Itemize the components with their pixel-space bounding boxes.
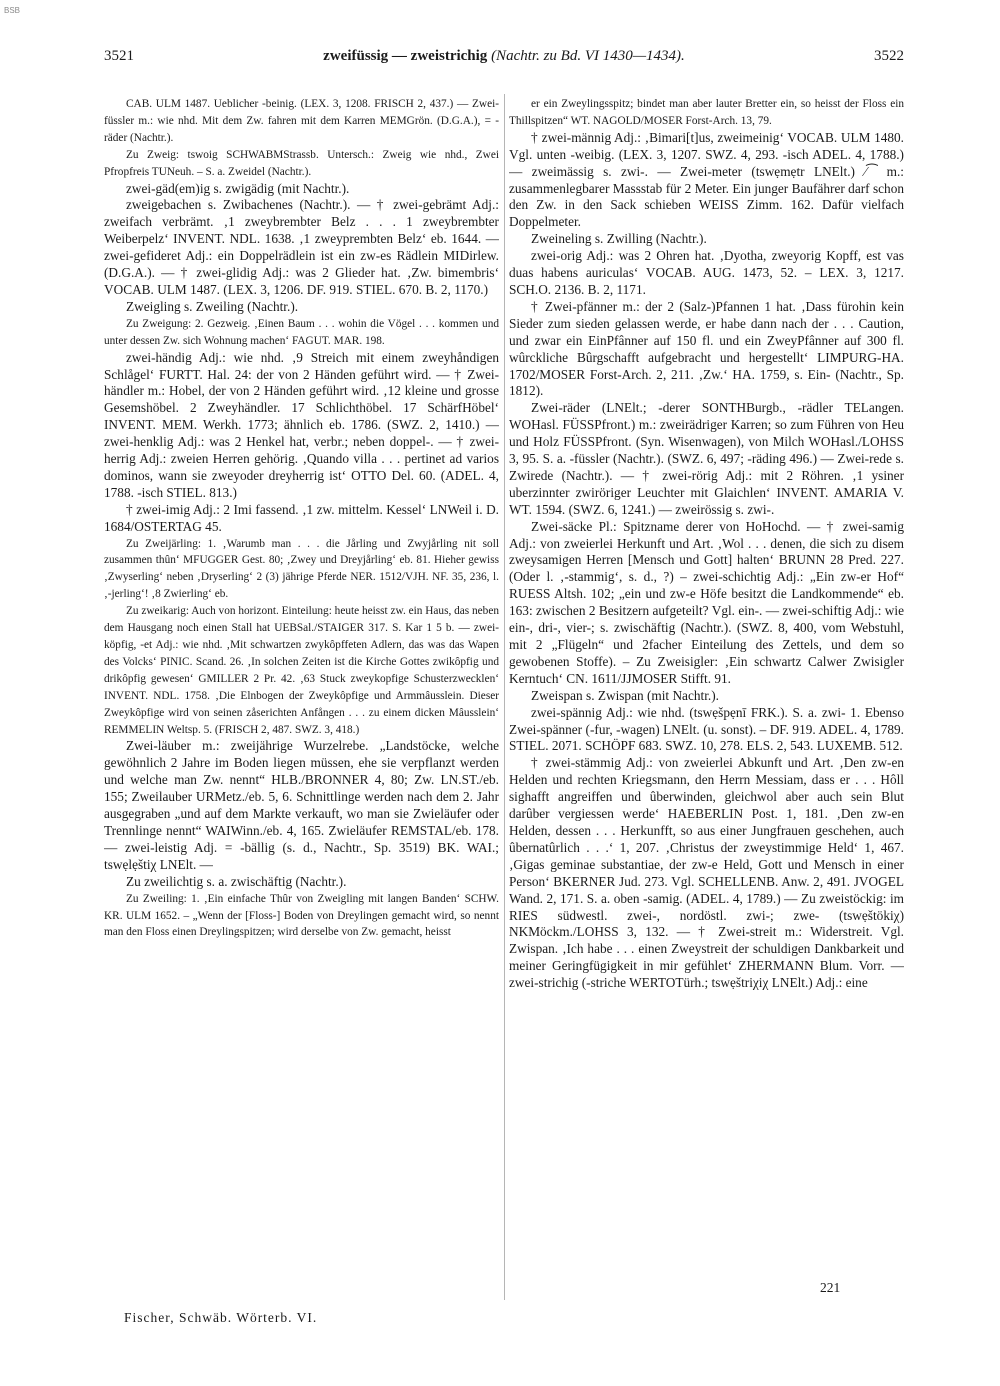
dictionary-entry: † zwei-stämmig Adj.: von zweierlei Abkunft und Art. ‚Den zw-en Helden und rechten Kriegsmann, den Herrn Messiam, dass er . . . Hôll sighafft angreiffen und ûberwinden, gleichwol aber auch sein Blut darûber vergiessen werde‘ HAEBERLIN Post. 1, 181. ‚Den zw-en Helden, dessen . . . Herkunfft, so aus einer Jungfrauen geschehen, auch ûbernatûrlich . . .‘ 1, 207. ‚Christus der zweystimmige Held‘ 1, 467. ‚Gigas geminae substantiae, der zw-e Held, Gott und Mensch in einer Person‘ BKERNER Jud. 273. Vgl. SCHELLENB. Anw. 2, 491. JVOGEL Wand. 2, 171. S. a. oben -samig. (ADEL. 4, 1789.) — Zu zweistöckig: im RIES südwestl. zwei-, nordöstl. zwi-; zwe- (tswẹštökiχ) NKMöckm./LOHSS 3, 132. — † Zwei-streit m.: Widerstreit. Vgl. Zwispan. ‚Ich habe . . . einen Zweystreit der schuldigen Dankbarkeit und meiner Geringfügigkeit in mir gefühlet‘ ZHERMANN Blum. Vorr. — zwei-strichig (-striche WERTOTürh.; tswẹštriχiχ LNElt.) Adj.: eine [509,755,904,991]
printer-signature: Fischer, Schwäb. Wörterb. VI. [124,1310,318,1325]
dictionary-entry: zwei-händig Adj.: wie nhd. ‚9 Streich mit einem zweyhåndigen Schlågel‘ FURTT. Hal. 24: der von 2 Händen geführt wird. — † Zwei-händler m.: Hobel, der von 2 Händen geführt wird. ‚12 kleine und grosse Gesemshöbel. 2 Zweyhändler. 17 Schlichthöbel. 17 SchärfHöbel‘ INVENT. MEM. Werkh. 1773; ähnlich eb. 1786. (SWZ. 2, 1410.) — zwei-henklig Adj.: was 2 Henkel hat, verbr.; neben doppel-. — † zwei-herrig Adj.: zweien Herren gehörig. ‚Quando villa . . . pertinet ad varios dominos, wann sie zweyoder dreyherrig ist‘ OTTO Del. 60. (ADEL. 4, 1788. -isch STIEL. 813.) [104,349,499,500]
dictionary-entry: Zwei-läuber m.: zweijährige Wurzelrebe. „Landstöcke, welche gewöhnlich 2 Jahre im Boden liegen müssen, ehe sie verpflanzt werden und welche man Zw. nennt“ HLB./BRONNER 4, 80; Zw. LN.ST./eb. 155; Zweilauber URMetz./eb. 5, 6. Schnittlinge werden nach dem 2. Jahr ausgegraben „und auf dem Markte verkauft, wo man sie Zwieläufer oder Trennlinge nennt“ WAIWinn./eb. 4, 165. Zwieläufer REMSTAL/eb. 178. — zwei-leistig Adj. = -bällig (s. d., Nachtr., Sp. 3519) BK. WAI.; tswẹlẹštiχ LNElt. — [104,738,499,872]
running-title [104,48,904,65]
dictionary-entry: Zu Zweijärling: 1. ‚Warumb man . . . die Jårling und Zwyjårling nit soll zusammen thûn‘ MFUGGER Gest. 80; ‚Zwey und Dreyjårling‘ eb. 81. Hieher gewiss ‚Zwyserling‘ neben ‚Dryserling‘ 2 (3) jährige Pferde NER. 1512/VJH. NF. 35, 236, l. ‚-jerling‘! ‚8 Zwierling‘ eb. [104,537,499,601]
dictionary-entry: Zu Zweig: tswoig SCHWABMStrassb. Untersch.: Zweig wie nhd., Zwei Pfropfreis TUNeuh. – S. a. Zweidel (Nachtr.). [104,148,499,178]
page-header [104,48,904,72]
dictionary-entry: Zwei-räder (LNElt.; -derer SONTHBurgb., -rädler TELangen. WOHasl. FÜSSPfront.) m.: zweirädriger Karren; so zum Führen von Heu und Holz FÜSSPfront. (Syn. Wisenwagen), von Milch WOHasl./LOHSS 3, 95. S. a. -füssler (Nachtr.). (SWZ. 6, 497; -räding 496.) — Zwei-rede s. Zwirede (Nachtr.). — † zwei-rörig Adj.: mit 2 Röhren. ‚1 ysiner uberzinnter zwiröriger Leuchter mit Glaichlen‘ INVENT. AMARIA V. WT. 1594. (SWZ. 6, 1241.) — zweirössig s. zwi-. [509,400,904,517]
sheet-number: 221 [820,1280,841,1295]
dictionary-entry: er ein Zweylingsspitz; bindet man aber lauter Bretter ein, so heisst der Floss ein Thillspitzen“ WT. NAGOLD/MOSER Forst-Arch. 13, 79. [509,98,904,127]
dictionary-entry: zweigebachen s. Zwibachenes (Nachtr.). — † zwei-gebrämt Adj.: zweifach verbrämt. ‚1 zweybrembter Belz . . . 1 zweybrembter Weiberpelz‘ INVENT. NDL. 1638. ‚1 zweyprembten Belz‘ eb. 1644. — zwei-gefideret Adj.: ein Doppelrädlein ist ein zw-es Rädlein MIDirlew. (D.G.A.). — † zwei-glidig Adj.: was 2 Glieder hat. ‚Zw. bimembris‘ VOCAB. ULM 1487. (LEX. 3, 1206. DF. 919. STIEL. 670. B. 2, 1170.) [104,197,499,297]
dictionary-entry: Zweigling s. Zweiling (Nachtr.). [126,298,299,314]
dictionary-entry: CAB. ULM 1487. Ueblicher -beinig. (LEX. 3, 1208. FRISCH 2, 437.) — Zwei-füssler m.: wie nhd. Mit dem Zw. fahren mit dem Karren MEMGrön. (D.G.A.), = -räder (Nachtr.). [104,98,499,144]
dictionary-entry: † Zwei-pfänner m.: der 2 (Salz-)Pfannen 1 hat. ‚Dass fürohin kein Sieder zum sieden gelassen werde, er habe dann nach der . . . Caution, und zwar ein EinPfânner auf 150 fl. und ein ZweyPfânner auf 300 fl. wûrckliche Bûrgschafft aufgebracht und hergestellt‘ LIMPURG-HA. 1702/MOSER Forst-Arch. 2, 211. ‚Zw.‘ HA. 1759, s. Ein- (Nachtr., Sp. 1812). [509,298,904,399]
dictionary-entry: Zwei-säcke Pl.: Spitzname derer von HoHochd. — † zwei-samig Adj.: von zweierlei Herkunft und Art. ‚Wol . . . denen, die sich zu disem zweysamigen Herren [Mensch und Gott] halten‘ BRUNN 28 Pred. 227. (Oder l. ‚-stammig‘, s. d., ?) – zwei-schichtig Adj.: „Ein zw-er Hof“ RUESS Altsh. 102; „ein und zw-e Höfe besitzt die Landkommende“ eb. 163: zwischen 2 Besitzern aufgeteilt? Vgl. ein-. — zwei-schiftig Adj.: wie ein-, dri-, vier-; s. zwischäftig (Nachtr.). (SWZ. 8, 400, vom Webstuhl, mit 2 „Flügeln“ und 2facher Einteilung des Zettels, und dem so gewobenen Stoffe). – Zu Zweisigler: ‚Ein schwartz Calwer Zwisigler Kerntuch‘ CN. 1611/JJMOSER Stifft. 91. [509,518,904,686]
left-column [104,96,499,1296]
column-divider [504,94,505,1300]
page-number-right: 3522 [874,48,904,64]
dictionary-entry: Zu zweikarig: Auch von horizont. Einteilung: heute heisst zw. ein Haus, das neben dem Hausgang noch einen Stall hat UEBSal./STAIGER 317. S. Kar 1 5 b. — zwei-köpfig, -et Adj.: wie nhd. ‚Mit schwartzen zwykôpffeten Adlern, das was das Wapen des Volcks‘ PINIC. Scand. 26. ‚In solchen Zeiten ist die Kirche Gottes zwikôpfig und drikôpfig gewesen‘ GMILLER 2 Pr. 42. ‚63 Stuck zweykopfige Schusterzwecklen‘ INVENT. NDL. 1758. ‚Die Elnbogen der Zweykôpfige und Armmâusslein. Dieser Zweykôpfige wird von seinen zåserichten Anfången . . . zu einem dicken Mâusslein‘ REMMELIN Weltsp. 5. (FRISCH 2, 487. SWZ. 3, 418.) [104,605,499,736]
right-column [509,96,904,1296]
dictionary-entry: Zweineling s. Zwilling (Nachtr.). [531,231,707,247]
dictionary-entry: † zwei-imig Adj.: 2 Imi fassend. ‚1 zw. mittelm. Kessel‘ LNWeil i. D. 1684/OSTERTAG 45. [104,501,499,534]
dictionary-entry: Zu Zweigung: 2. Gezweig. ‚Einen Baum . . . wohin die Vögel . . . kommen und unter dessen Zw. sich Wohnung machen‘ FAGUT. MAR. 198. [104,317,499,347]
dictionary-entry: Zweispan s. Zwispan (mit Nachtr.). [531,687,719,703]
page-number-left: 3521 [104,48,134,64]
dictionary-entry: zwei-gäd(em)ig s. zwigädig (mit Nachtr.). [126,180,350,196]
dictionary-entry: Zu Zweiling: 1. ‚Ein einfache Thûr von Zweigling mit langen Banden‘ SCHW. KR. ULM 1652. – „Wenn der [Floss-] Boden von Dreylingen gemacht wird, so nennt man den Floss einen Dreylingspitzen; wird derselbe von Zw. gemacht, heisst [104,892,499,939]
dictionary-entry: Zu zweilichtig s. a. zwischäftig (Nachtr.). [126,873,347,889]
dictionary-entry: zwei-orig Adj.: was 2 Ohren hat. ‚Dyotha, zweyorig Kopff, est vas duas habens auriculas‘ VOCAB. AUG. 1473, 52. – LEX. 3, 1217. SCH.O. 2136. B. 2, 1171. [509,248,904,297]
dictionary-entry: † zwei-männig Adj.: ‚Bimari[t]us, zweimeinig‘ VOCAB. ULM 1480. Vgl. unten -weibig. (LEX. 3, 1207. SWZ. 4, 293. -isch ADEL. 4, 1788.) — zweimässig s. zwi-. — Zwei-meter (tswẹmẹtr LNElt.) ⁄⁀ m.: zusammenlegbarer Massstab für 2 Meter. Ein junger Baufährer darf schon den Zw. in den Sack schieben WEISS Zimm. 162. Dafür vielfach Doppelmeter. [509,129,904,230]
running-title-headwords: zweifüssig — zweistrichig [323,48,488,64]
dictionary-entry: zwei-spännig Adj.: wie nhd. (tswẹšpẹnī FRK.). S. a. zwi- 1. Ebenso Zwei-spänner (-fur, -wagen) LNElt. (u. sonst). – DF. 919. ADEL. 4, 1789. STIEL. 2071. SCHÖPF 683. SWZ. 10, 278. ELS. 2, 543. LUXEMB. 512. [509,704,904,754]
running-title-supplement: (Nachtr. zu Bd. VI 1430—1434). [491,48,685,64]
library-mark: BSB [4,6,21,15]
